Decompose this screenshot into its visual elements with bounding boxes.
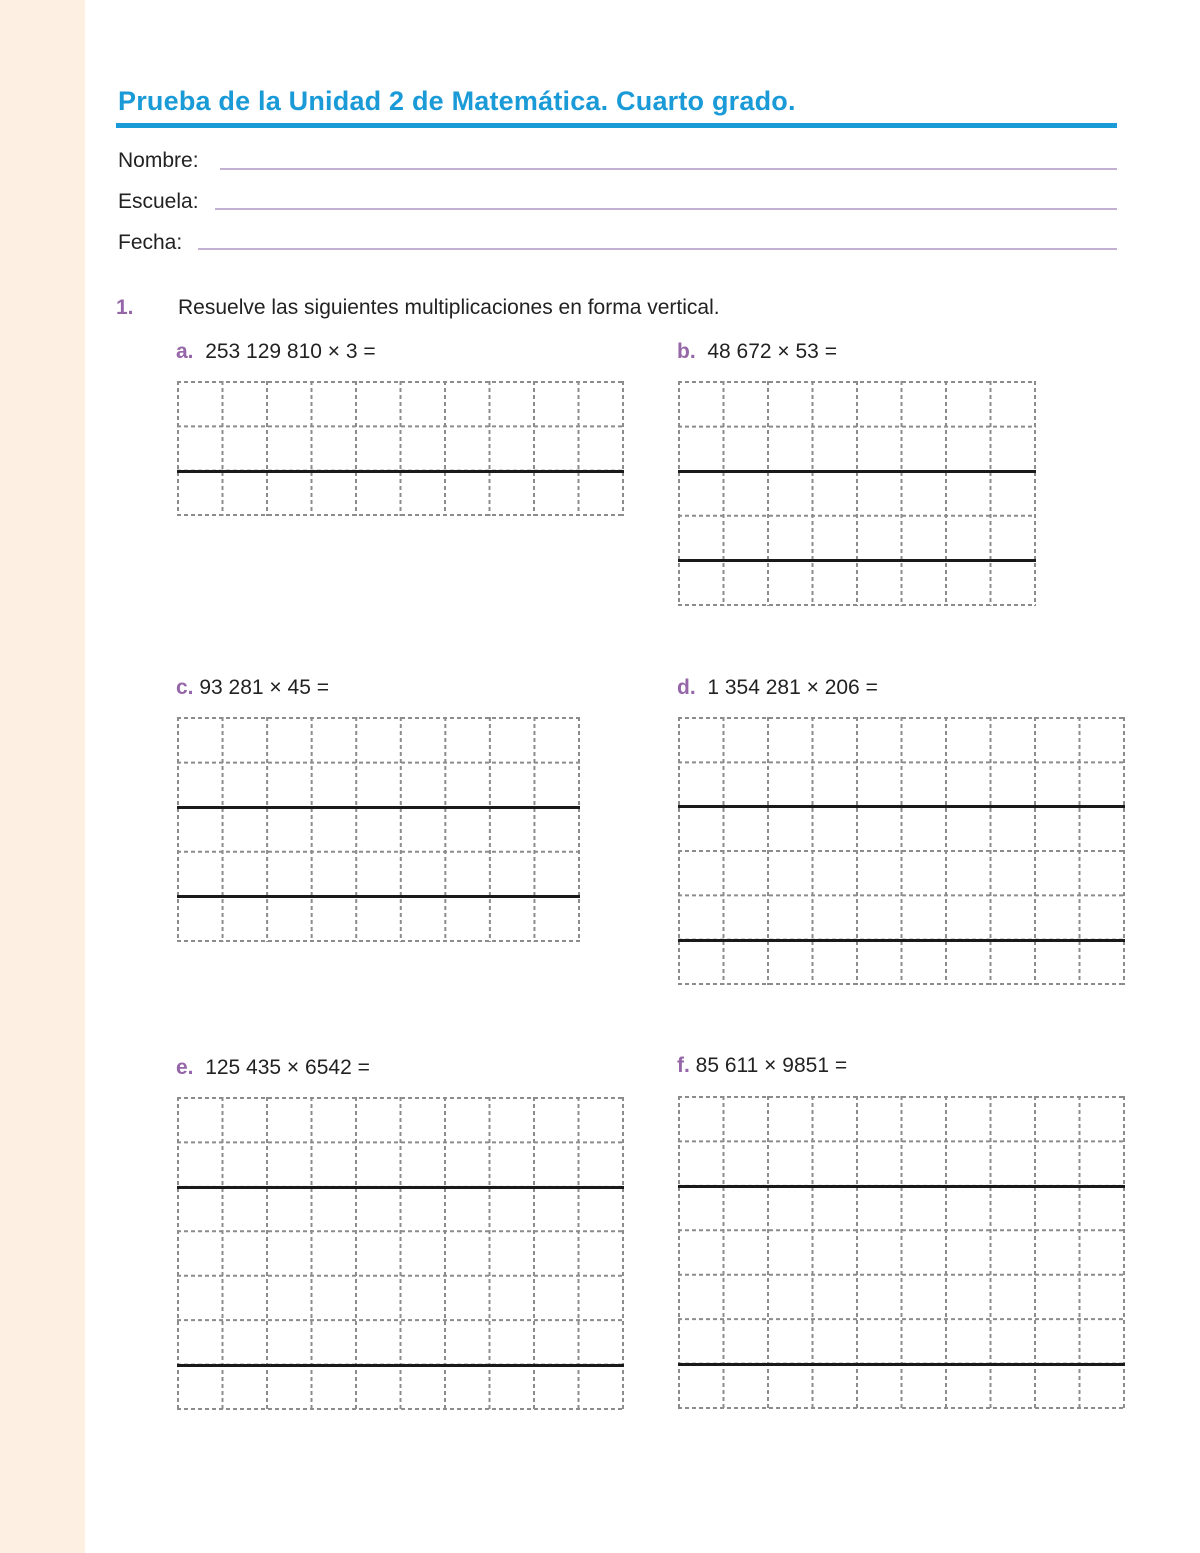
exercise-d-letter: d. xyxy=(677,676,696,699)
exercise-f-letter: f. xyxy=(677,1054,690,1077)
exercise-a-expression: 253 129 810 × 3 = xyxy=(205,340,376,363)
exercise-e-expression: 125 435 × 6542 = xyxy=(205,1056,370,1079)
name-field[interactable] xyxy=(220,168,1117,170)
exercise-a-grid[interactable] xyxy=(177,381,624,516)
name-label: Nombre: xyxy=(118,149,199,172)
exercise-e-label xyxy=(176,1056,370,1080)
exercise-f-product-line xyxy=(678,1185,1125,1188)
question-number: 1. xyxy=(116,296,134,319)
page-title: Prueba de la Unidad 2 de Matemática. Cuarto grado. xyxy=(118,86,796,116)
exercise-b-letter: b. xyxy=(677,340,696,363)
exercise-b-product-line xyxy=(678,470,1036,473)
exercise-a-letter: a. xyxy=(176,340,194,363)
question-instruction: Resuelve las siguientes multiplicaciones en forma vertical. xyxy=(178,296,720,319)
exercise-d-grid[interactable] xyxy=(678,717,1125,985)
side-strip xyxy=(0,0,85,1553)
exercise-d-label xyxy=(677,676,878,700)
title-underline xyxy=(116,123,1117,128)
exercise-d-product-line xyxy=(678,805,1125,808)
exercise-c-grid[interactable] xyxy=(177,717,580,942)
exercise-b-grid[interactable] xyxy=(678,381,1036,606)
date-label: Fecha: xyxy=(118,231,183,254)
exercise-c-letter: c. xyxy=(176,676,194,699)
exercise-e-product-line xyxy=(177,1186,624,1189)
exercise-b-label xyxy=(677,340,837,364)
school-label: Escuela: xyxy=(118,190,199,213)
date-field[interactable] xyxy=(198,248,1117,250)
exercise-b-result-line xyxy=(678,559,1036,562)
exercise-c-product-line xyxy=(177,806,580,809)
exercise-f-label xyxy=(677,1054,847,1078)
school-field[interactable] xyxy=(215,208,1117,210)
exercise-f-result-line xyxy=(678,1363,1125,1366)
exercise-e-result-line xyxy=(177,1364,624,1367)
exercise-e-letter: e. xyxy=(176,1056,194,1079)
exercise-a-label xyxy=(176,340,376,364)
exercise-c-result-line xyxy=(177,895,580,898)
exercise-a-result-line xyxy=(177,470,624,473)
exercise-d-result-line xyxy=(678,939,1125,942)
exercise-d-expression: 1 354 281 × 206 = xyxy=(707,676,878,699)
exercise-c-label xyxy=(176,676,329,700)
exercise-c-expression: 93 281 × 45 = xyxy=(199,676,329,699)
exercise-f-expression: 85 611 × 9851 = xyxy=(695,1054,848,1077)
exercise-b-expression: 48 672 × 53 = xyxy=(707,340,837,363)
